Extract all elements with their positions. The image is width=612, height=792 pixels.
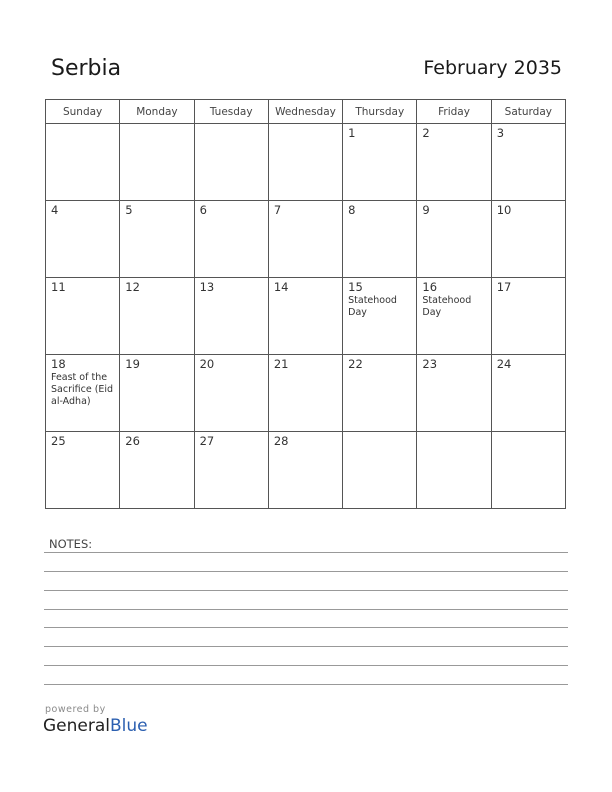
day-cell [268, 201, 342, 278]
day-number: 25 [51, 434, 66, 448]
weekday-saturday: Saturday [491, 100, 565, 124]
notes-label: NOTES: [49, 537, 93, 551]
weekday-monday: Monday [120, 100, 194, 124]
day-number: 21 [273, 357, 289, 371]
day-cell [417, 355, 491, 432]
country-title: Serbia [51, 56, 122, 81]
day-cell [343, 278, 417, 355]
day-number: 4 [51, 203, 59, 217]
day-cell [46, 355, 120, 432]
holiday-label: Feast of the Sacrifice (Eid al-Adha) [51, 372, 114, 407]
week-row [46, 432, 566, 509]
day-number: 8 [348, 203, 356, 217]
weekday-wednesday: Wednesday [268, 100, 342, 124]
day-number: 7 [273, 203, 282, 217]
day-cell [194, 278, 268, 355]
weekday-friday: Friday [417, 100, 491, 124]
day-number: 27 [199, 434, 215, 448]
day-cell [417, 278, 491, 355]
day-number: 28 [273, 434, 289, 448]
day-cell [343, 201, 417, 278]
weekday-tuesday: Tuesday [194, 100, 268, 124]
day-cell [120, 432, 194, 509]
day-cell [343, 124, 417, 201]
day-cell [194, 432, 268, 509]
holiday-label: Statehood Day [348, 295, 397, 318]
weekday-header-row [46, 100, 566, 124]
day-cell [194, 124, 268, 201]
day-number: 14 [273, 280, 289, 294]
day-cell [343, 355, 417, 432]
day-number: 6 [199, 203, 207, 217]
note-line [44, 571, 568, 572]
day-cell [491, 355, 565, 432]
day-cell [491, 124, 565, 201]
day-number: 5 [125, 203, 133, 217]
holiday-label: Statehood Day [422, 295, 472, 318]
day-number: 3 [496, 126, 505, 140]
note-line [44, 684, 568, 685]
day-cell [46, 432, 120, 509]
day-cell [268, 124, 342, 201]
day-cell [120, 124, 194, 201]
day-number: 16 [422, 280, 438, 294]
note-line [44, 590, 568, 591]
day-number: 10 [496, 203, 512, 217]
day-number: 19 [125, 357, 140, 371]
day-number: 1 [348, 126, 356, 140]
day-number: 22 [348, 357, 363, 371]
day-cell [194, 201, 268, 278]
day-cell [491, 432, 565, 509]
brand-name-part1: General [43, 716, 110, 736]
note-line [44, 665, 568, 666]
day-number: 12 [125, 280, 140, 294]
day-cell [120, 201, 194, 278]
day-cell [120, 278, 194, 355]
note-line [44, 627, 568, 628]
week-row [46, 124, 566, 201]
day-number: 26 [125, 434, 140, 448]
weekday-sunday: Sunday [46, 100, 120, 124]
note-line [44, 609, 568, 610]
day-number: 9 [422, 203, 430, 217]
day-cell [491, 278, 565, 355]
brand-logo [43, 716, 148, 736]
weekday-thursday: Thursday [343, 100, 417, 124]
day-number: 24 [496, 357, 512, 371]
week-row [46, 278, 566, 355]
day-cell [268, 355, 342, 432]
powered-by-text: powered by [45, 704, 106, 715]
day-cell [120, 355, 194, 432]
day-cell [417, 124, 491, 201]
note-line [44, 646, 568, 647]
day-cell [268, 278, 342, 355]
day-cell [46, 124, 120, 201]
month-title: February 2035 [423, 57, 562, 79]
day-number: 23 [422, 357, 438, 371]
day-cell [417, 432, 491, 509]
day-number: 18 [51, 357, 66, 371]
note-line [44, 552, 568, 553]
day-number: 11 [51, 280, 66, 294]
calendar-grid [45, 99, 566, 509]
day-cell [417, 201, 491, 278]
week-row [46, 201, 566, 278]
day-cell [46, 201, 120, 278]
week-row [46, 355, 566, 432]
day-number: 13 [199, 280, 215, 294]
day-number: 15 [348, 280, 363, 294]
brand-name-part2: Blue [110, 716, 148, 736]
day-cell [343, 432, 417, 509]
day-cell [268, 432, 342, 509]
day-cell [194, 355, 268, 432]
day-number: 17 [496, 280, 512, 294]
day-cell [491, 201, 565, 278]
day-cell [46, 278, 120, 355]
day-number: 20 [199, 357, 215, 371]
day-number: 2 [422, 126, 430, 140]
